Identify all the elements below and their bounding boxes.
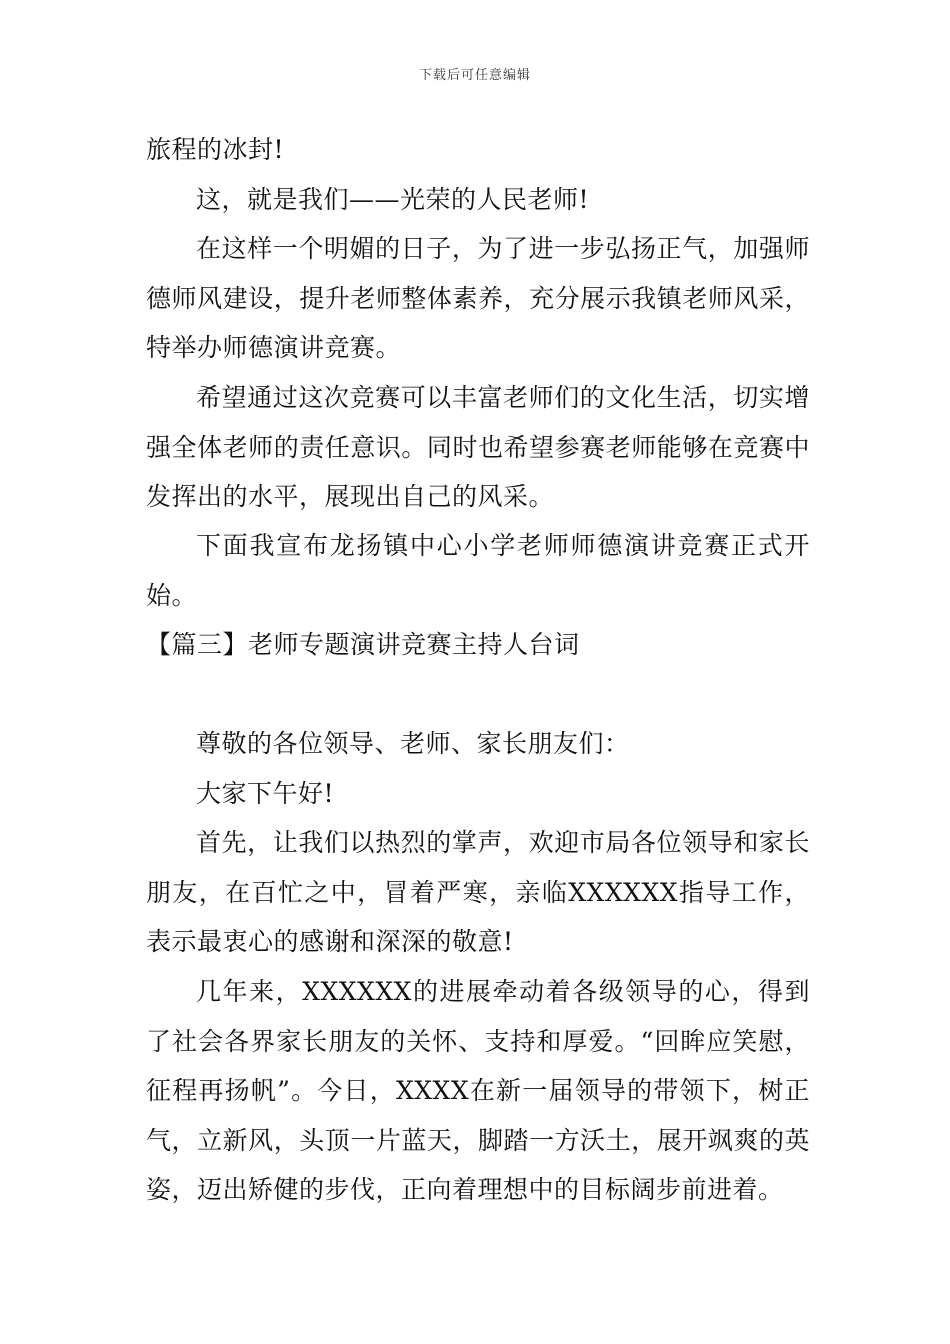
paragraph-progress: 几年来，XXXXXX的进展牵动着各级领导的心，得到了社会各界家长朋友的关怀、支持和厚爱。“回眸应笑慰，征程再扬帆”。今日，XXXX在新一届领导的带领下，树正气，立新风，头顶一片蓝天，脚踏一方沃土，展开飒爽的英姿，迈出矫健的步伐，正向着理想中的目标阔步前进着。 <box>146 977 810 1204</box>
paragraph-teachers: 这，就是我们——光荣的人民老师! <box>196 185 590 214</box>
paragraph-continuation: 旅程的冰封! <box>146 135 285 164</box>
page-header: 下载后可任意编辑 <box>418 68 531 83</box>
paragraph-hope: 希望通过这次竞赛可以丰富老师们的文化生活，切实增强全体老师的责任意识。同时也希望参赛老师能够在竞赛中发挥出的水平，展现出自己的风采。 <box>146 383 810 511</box>
section-heading: 【篇三】老师专题演讲竞赛主持人台词 <box>146 630 580 659</box>
paragraph-good-afternoon: 大家下午好! <box>196 779 335 808</box>
paragraph-welcome: 首先，让我们以热烈的掌声，欢迎市局各位领导和家长朋友，在百忙之中，冒着严寒，亲临XXXXXX指导工作，表示最衷心的感谢和深深的敬意! <box>146 828 810 956</box>
paragraph-purpose: 在这样一个明媚的日子，为了进一步弘扬正气，加强师德师风建设，提升老师整体素养，充分展示我镇老师风采，特举办师德演讲竞赛。 <box>146 234 810 362</box>
paragraph-greeting: 尊敬的各位领导、老师、家长朋友们： <box>196 729 630 758</box>
paragraph-announce: 下面我宣布龙扬镇中心小学老师师德演讲竞赛正式开始。 <box>146 531 810 610</box>
